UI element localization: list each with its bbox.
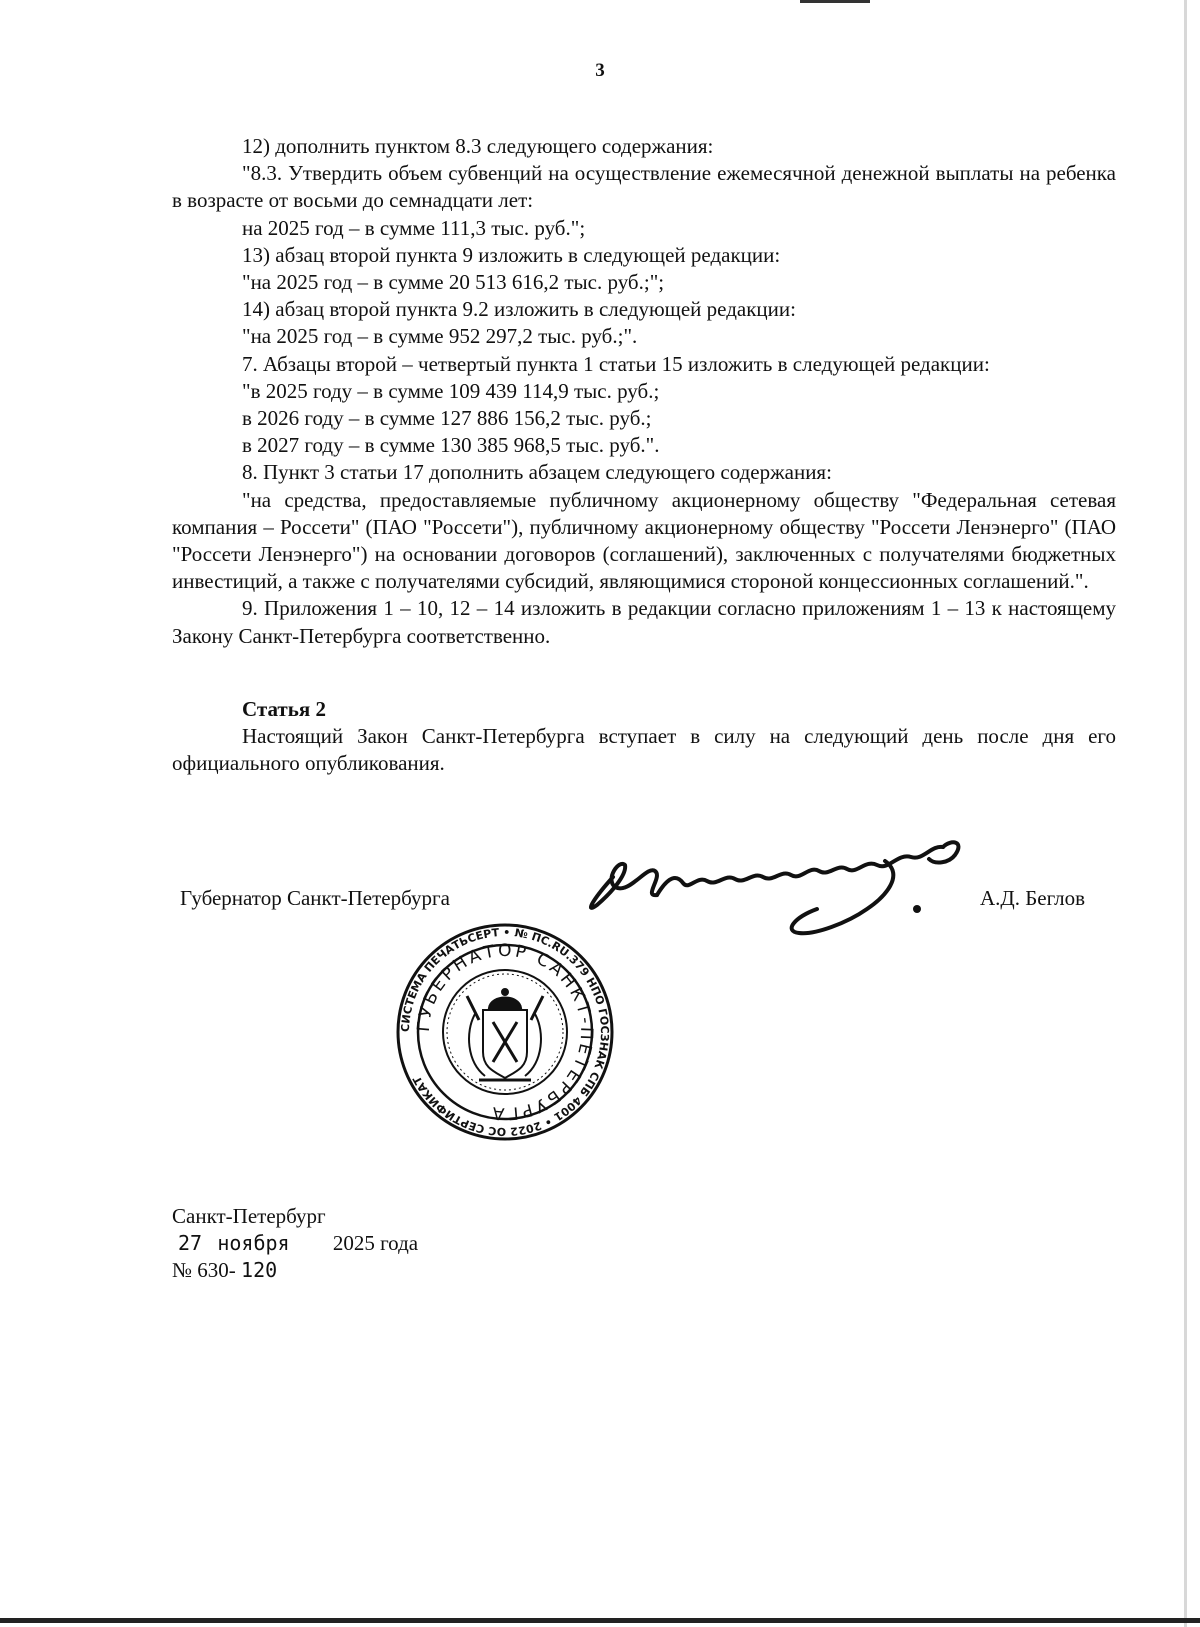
paragraph: "8.3. Утвердить объем субвенций на осуществление ежемесячной денежной выплаты на ребенка в возрасте от восьми до семнадцати лет: — [172, 161, 1116, 213]
date-year: 2025 года — [332, 1231, 419, 1255]
paragraph: 8. Пункт 3 статьи 17 дополнить абзацем следующего содержания: — [242, 460, 832, 485]
article-text: Настоящий Закон Санкт-Петербурга вступает в силу на следующий день после дня его официального опубликования. — [172, 724, 1116, 776]
paragraph: 14) абзац второй пункта 9.2 изложить в следующей редакции: — [242, 297, 796, 322]
seal-outer-text: СИСТЕМА ПЕЧАТЬСЕРТ • № ПС.RU.379 НПО ГОСЗНАК СПБ 4001 • 2022 ОС СЕРТИФИКАТ — [398, 925, 612, 1139]
seal-inner-text: ГУБЕРНАТОР САНКТ-ПЕТЕРБУРГА — [413, 940, 597, 1124]
signatory-title: Губернатор Санкт-Петербурга — [180, 886, 450, 910]
paragraph: 9. Приложения 1 – 10, 12 – 14 изложить в редакции согласно приложениям 1 – 13 к настоящему Закону Санкт-Петербурга соответственно. — [172, 596, 1116, 648]
paragraph: в 2026 году – в сумме 127 886 156,2 тыс. руб.; — [242, 406, 652, 431]
law-number — [172, 1257, 418, 1284]
paragraph: 12) дополнить пунктом 8.3 следующего содержания: — [242, 134, 714, 158]
article-heading: Статья 2 — [242, 697, 326, 721]
law-number-value: 120 — [241, 1258, 278, 1282]
paragraph: "на 2025 год – в сумме 952 297,2 тыс. руб.;". — [242, 324, 638, 349]
amendments-text — [172, 133, 1116, 650]
coat-of-arms-icon — [467, 989, 543, 1080]
paragraph: "на средства, предоставляемые публичному акционерному обществу "Федеральная сетевая компания – Россети" (ПАО "Россети"), публичному акционерному обществу "Россети Ленэнерго" (ПАО "Россети Ленэнерго") на основании договоров (соглашений), заключенных с получателями бюджетных инвестиций, а также с получателями субсидий, являющимися стороной концессионных соглашений.". — [172, 487, 1116, 594]
date-day: 27 — [178, 1231, 203, 1255]
article-2 — [172, 696, 1116, 778]
document-footer — [172, 1203, 418, 1284]
date-month: ноября — [217, 1231, 290, 1255]
law-number-prefix: № 630- — [172, 1258, 236, 1282]
paragraph: "на 2025 год – в сумме 20 513 616,2 тыс. руб.;"; — [242, 270, 665, 295]
date-line — [172, 1230, 418, 1257]
paragraph: на 2025 год – в сумме 111,3 тыс. руб."; — [242, 215, 586, 240]
signatory-name: А.Д. Беглов — [980, 886, 1086, 910]
svg-text:ГУБЕРНАТОР САНКТ-ПЕТЕРБУРГА — [414, 941, 596, 1123]
handwritten-signature — [585, 835, 985, 945]
paragraph: в 2027 году – в сумме 130 385 968,5 тыс. руб.". — [242, 433, 660, 458]
paragraph: 13) абзац второй пункта 9 изложить в следующей редакции: — [242, 242, 781, 267]
scan-artifact — [800, 0, 870, 3]
paragraph: 7. Абзацы второй – четвертый пункта 1 статьи 15 изложить в следующей редакции: — [242, 351, 990, 376]
scan-edge — [0, 1618, 1200, 1623]
page-number: 3 — [595, 60, 605, 81]
official-seal — [395, 922, 615, 1142]
scan-edge — [1184, 0, 1187, 1627]
city: Санкт-Петербург — [172, 1204, 326, 1228]
paragraph: "в 2025 году – в сумме 109 439 114,9 тыс. руб.; — [242, 378, 660, 403]
